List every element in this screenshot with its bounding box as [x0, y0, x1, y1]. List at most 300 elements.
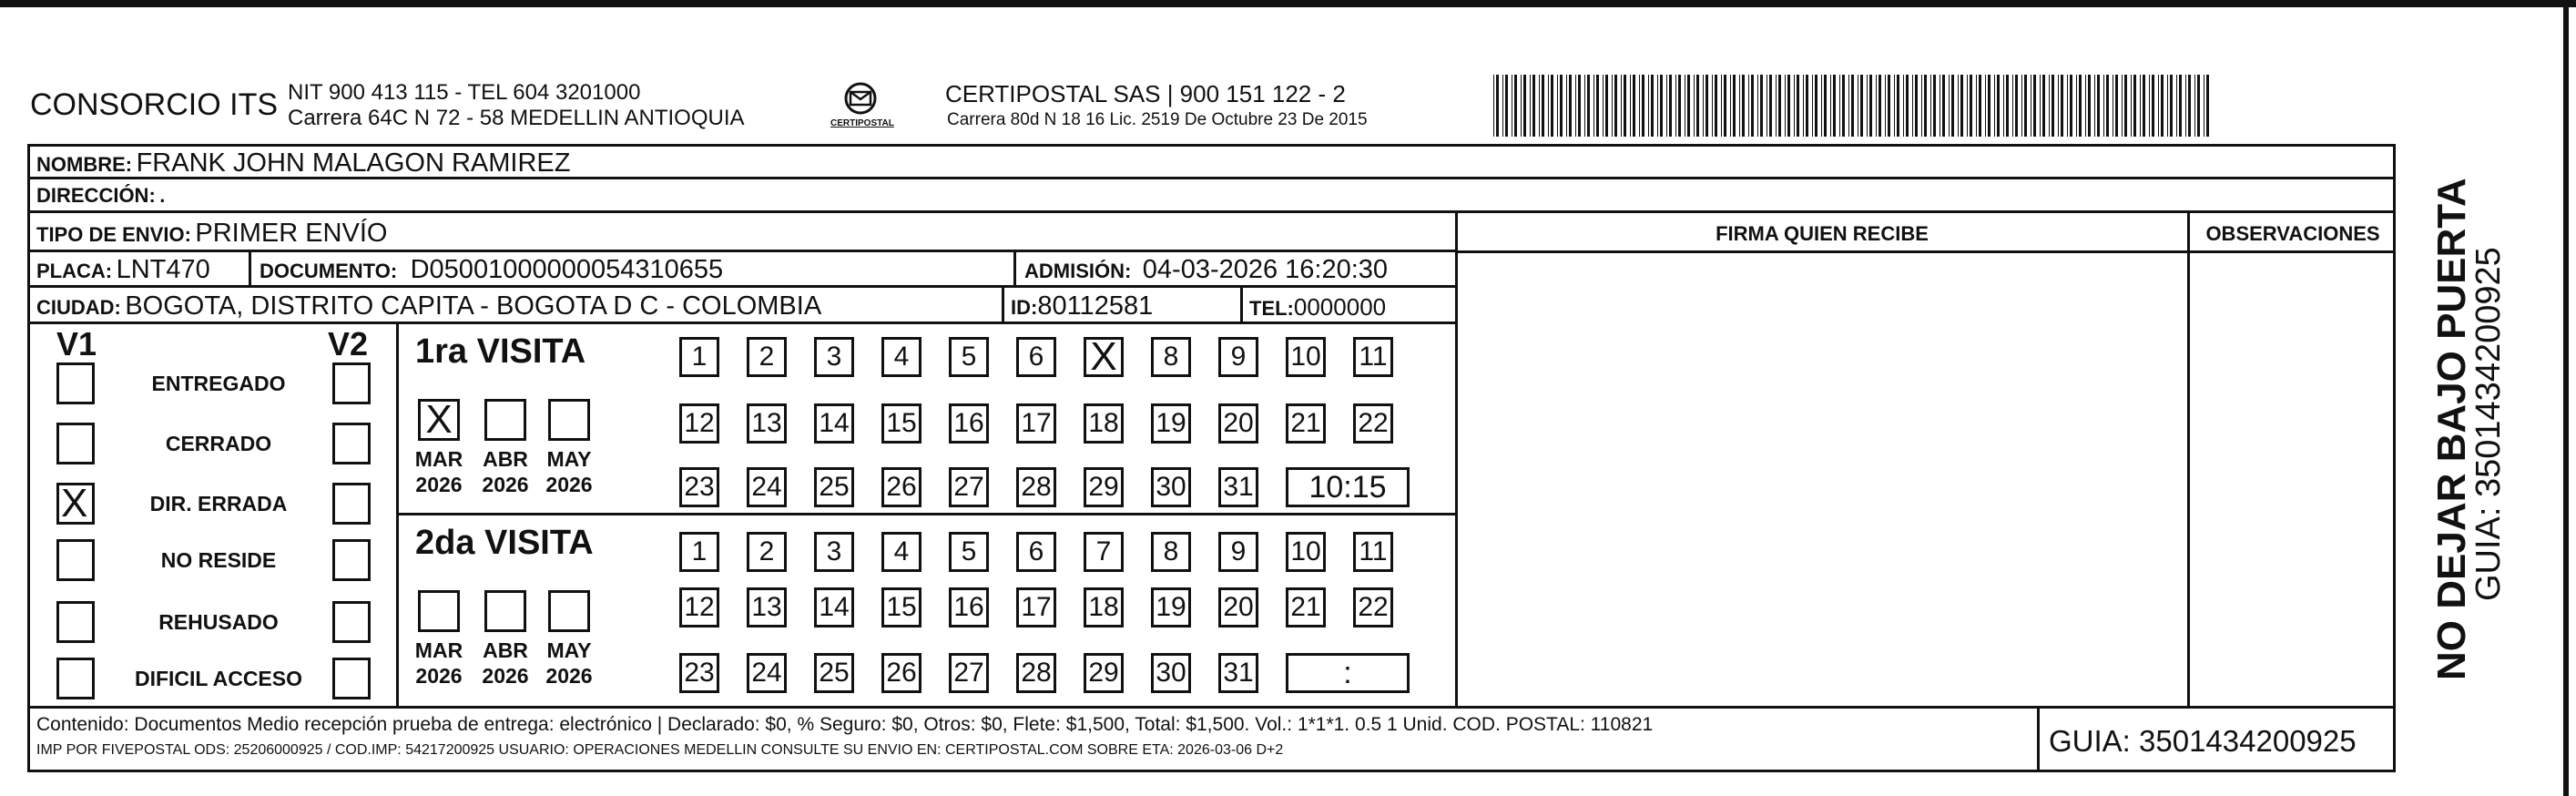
barcode-bar: [1967, 75, 1968, 137]
barcode-bar: [1566, 75, 1567, 137]
barcode-bar: [1958, 75, 1959, 137]
col-line: [1455, 210, 1458, 707]
tipo-label: TIPO DE ENVIO:: [36, 223, 191, 246]
barcode-bar: [2015, 75, 2018, 137]
barcode-bar: [1532, 75, 1535, 137]
side-warning: NO DEJAR BAJO PUERTA: [2429, 178, 2474, 680]
barcode-bar: [1593, 75, 1594, 137]
barcode-bar: [2103, 75, 2104, 137]
day-checkbox[interactable]: 4: [881, 532, 921, 572]
barcode-bar: [1921, 75, 1922, 137]
day-checkbox[interactable]: 5: [949, 532, 989, 572]
barcode-bar: [1787, 75, 1790, 137]
ciudad-value: BOGOTA, DISTRITO CAPITA - BOGOTA D C - COLOMBIA: [125, 291, 822, 321]
v2-checkbox[interactable]: [332, 483, 371, 525]
day-checkbox[interactable]: 25: [814, 467, 854, 507]
barcode-bar: [2033, 75, 2036, 137]
col-line: [2037, 706, 2040, 772]
tel-value: 0000000: [1293, 293, 1387, 321]
barcode-bar: [2076, 75, 2077, 137]
day-checkbox[interactable]: 17: [1016, 403, 1056, 444]
v2-checkbox[interactable]: [332, 601, 371, 643]
barcode-bar: [1912, 75, 1913, 137]
day-checkbox[interactable]: 30: [1151, 467, 1191, 507]
barcode-bar: [1960, 75, 1963, 137]
documento-label: DOCUMENTO:: [260, 260, 398, 282]
barcode-bar: [2152, 75, 2154, 137]
barcode-bar: [1748, 75, 1749, 137]
day-checkbox[interactable]: 13: [747, 587, 787, 628]
month-name: MAY: [546, 447, 592, 471]
barcode-bar: [1605, 75, 1608, 137]
company-nit: NIT 900 413 115 - TEL 604 3201000: [288, 80, 641, 105]
day-checkbox[interactable]: 11: [1353, 532, 1393, 572]
barcode-bar: [1839, 75, 1840, 137]
barcode-bar: [2042, 75, 2045, 137]
barcode-bar: [1851, 75, 1854, 137]
v2-checkbox[interactable]: [332, 658, 371, 699]
day-checkbox[interactable]: 11: [1353, 337, 1393, 377]
barcode-bar: [2124, 75, 2127, 137]
status-label: REHUSADO: [158, 610, 279, 634]
admision-label: ADMISIÓN:: [1024, 260, 1132, 282]
nombre-row: [36, 148, 571, 179]
barcode-bar: [2131, 75, 2132, 137]
barcode-bar: [2194, 75, 2195, 137]
barcode-bar: [1678, 75, 1681, 137]
day-checkbox[interactable]: 7: [1084, 532, 1124, 572]
barcode-bar: [1569, 75, 1572, 137]
scan-edge: [0, 0, 2576, 7]
barcode-bar: [1502, 75, 1503, 137]
day-checkbox[interactable]: 1: [679, 337, 719, 377]
v1-checkbox[interactable]: [56, 423, 95, 464]
day-checkbox[interactable]: 27: [949, 467, 989, 507]
barcode-bar: [1721, 75, 1722, 137]
day-checkbox[interactable]: 22: [1353, 403, 1393, 444]
admision-row: [1024, 255, 1388, 285]
footer-line: [27, 706, 2396, 709]
barcode-bar: [2197, 75, 2200, 137]
day-checkbox[interactable]: 24: [747, 653, 787, 693]
day-checkbox[interactable]: 24: [747, 467, 787, 507]
day-checkbox[interactable]: 31: [1218, 653, 1258, 693]
barcode-bar: [1842, 75, 1845, 137]
barcode-bar: [1575, 75, 1576, 137]
placa-label: PLACA:: [36, 260, 113, 282]
barcode-bar: [1942, 75, 1945, 137]
day-checkbox[interactable]: 14: [814, 587, 854, 628]
barcode-bar: [1994, 75, 1995, 137]
month-checkbox[interactable]: [418, 399, 460, 441]
day-checkbox[interactable]: 20: [1218, 403, 1258, 444]
barcode-bar: [1496, 75, 1499, 137]
barcode-bar: [2079, 75, 2082, 137]
status-label: DIFICIL ACCESO: [134, 667, 302, 690]
barcode-bar: [1739, 75, 1740, 137]
barcode-bar: [2024, 75, 2027, 137]
guia-box-text: GUIA: 3501434200925: [2049, 724, 2357, 758]
barcode-bar: [1614, 75, 1617, 137]
day-checkbox[interactable]: 15: [881, 587, 921, 628]
barcode-bar: [2158, 75, 2159, 137]
day-checkbox[interactable]: 15: [881, 403, 921, 444]
day-checkbox[interactable]: 14: [814, 403, 854, 444]
barcode-bar: [2052, 75, 2054, 137]
barcode-bar: [1949, 75, 1950, 137]
day-checkbox[interactable]: 8: [1151, 532, 1191, 572]
barcode-bar: [1903, 75, 1904, 137]
barcode-bar: [1557, 75, 1558, 137]
ciudad-label: CIUDAD:: [36, 296, 121, 319]
barcode-bar: [2188, 75, 2191, 137]
barcode-bar: [1694, 75, 1695, 137]
barcode-bar: [1705, 75, 1708, 137]
ciudad-row: [36, 291, 821, 321]
day-checkbox[interactable]: 17: [1016, 587, 1056, 628]
documento-value: D05001000000054310655: [410, 255, 724, 284]
barcode-bar: [2185, 75, 2186, 137]
barcode-bar: [1560, 75, 1563, 137]
v1-checkbox[interactable]: [56, 601, 95, 643]
barcode-bar: [1785, 75, 1786, 137]
barcode-bar: [2140, 75, 2141, 137]
barcode-bar: [2106, 75, 2109, 137]
barcode-bar: [2021, 75, 2022, 137]
month-year: 2026: [545, 473, 593, 496]
check-mark-icon: X: [61, 481, 88, 526]
day-checkbox[interactable]: 8: [1151, 337, 1191, 377]
barcode-bar: [1970, 75, 1972, 137]
day-checkbox[interactable]: 2: [747, 337, 787, 377]
barcode-bar: [1642, 75, 1644, 137]
barcode-bar: [1733, 75, 1736, 137]
barcode-bar: [2176, 75, 2177, 137]
barcode-bar: [1769, 75, 1772, 137]
barcode-bar: [1897, 75, 1899, 137]
barcode-bar: [1830, 75, 1831, 137]
barcode-bar: [2061, 75, 2063, 137]
month-checkbox[interactable]: [548, 590, 590, 632]
tipo-value: PRIMER ENVÍO: [195, 219, 388, 248]
barcode-bar: [2088, 75, 2091, 137]
carrier-name: CERTIPOSTAL SAS | 900 151 122 - 2: [945, 80, 1346, 107]
barcode-bar: [1888, 75, 1890, 137]
month-name: MAR: [414, 447, 463, 471]
check-mark-icon: X: [425, 397, 453, 442]
v1-label: V1: [56, 325, 97, 362]
nombre-label: NOMBRE:: [36, 153, 133, 176]
direccion-value: .: [159, 184, 166, 207]
barcode-bar: [2167, 75, 2168, 137]
barcode-bar: [2122, 75, 2123, 137]
barcode-bar: [1687, 75, 1690, 137]
day-checkbox[interactable]: 18: [1084, 587, 1124, 628]
day-checkbox[interactable]: 21: [1286, 587, 1326, 628]
barcode-bar: [1603, 75, 1604, 137]
barcode-bar: [1885, 75, 1886, 137]
month-checkbox[interactable]: [484, 590, 526, 632]
scan-edge-right: [2563, 0, 2569, 796]
barcode-bar: [1633, 75, 1635, 137]
row-line: [1457, 250, 2396, 253]
barcode-bar: [1587, 75, 1590, 137]
month-year: 2026: [415, 473, 463, 496]
barcode-bar: [1924, 75, 1927, 137]
carrier-logo: [820, 80, 901, 135]
month-checkbox[interactable]: [418, 590, 460, 632]
status-label: ENTREGADO: [151, 372, 286, 395]
barcode-bar: [1806, 75, 1808, 137]
barcode-bar: [1578, 75, 1581, 137]
second-visit-title: 2da VISITA: [415, 524, 594, 562]
col-line: [396, 321, 399, 706]
day-checkbox[interactable]: 26: [881, 467, 921, 507]
day-checkbox[interactable]: 16: [949, 587, 989, 628]
nombre-value: FRANK JOHN MALAGON RAMIREZ: [136, 148, 571, 178]
day-checkbox[interactable]: 12: [679, 403, 719, 444]
day-checkbox[interactable]: 30: [1151, 653, 1191, 693]
footer-content: Contenido: Documentos Medio recepción prueba de entrega: electrónico | Declarado: $0, % Seguro: $0, Otros: $0, Flete: $1,500, Total: $1,500. Vol.: 1*1*1. 0.5 1 Unid. COD. POSTAL: 110821: [36, 714, 1654, 735]
barcode-bar: [1951, 75, 1954, 137]
barcode-bar: [1776, 75, 1777, 137]
v2-checkbox[interactable]: [332, 362, 371, 404]
col-line: [1240, 285, 1243, 321]
v2-checkbox[interactable]: [332, 539, 371, 581]
row-line: [27, 250, 1457, 252]
day-checkbox[interactable]: 23: [679, 467, 719, 507]
barcode-bar: [1660, 75, 1663, 137]
visit-separator: [396, 513, 1457, 515]
barcode-bar: [2094, 75, 2095, 137]
status-label: CERRADO: [165, 432, 272, 455]
barcode-bar: [2206, 75, 2209, 137]
barcode-bar: [2161, 75, 2164, 137]
barcode-bar: [1757, 75, 1758, 137]
barcode-bar: [1669, 75, 1672, 137]
v1-checkbox[interactable]: [56, 362, 95, 404]
barcode-bar: [1976, 75, 1977, 137]
day-checkbox[interactable]: 27: [949, 653, 989, 693]
col-line: [249, 250, 251, 285]
id-row: [1011, 291, 1153, 321]
day-checkbox[interactable]: [1084, 334, 1124, 379]
barcode-bar: [1657, 75, 1658, 137]
barcode-bar: [1584, 75, 1585, 137]
day-checkbox[interactable]: 28: [1016, 467, 1056, 507]
barcode-bar: [1696, 75, 1699, 137]
day-checkbox[interactable]: 12: [679, 587, 719, 628]
day-checkbox[interactable]: 26: [881, 653, 921, 693]
day-checkbox[interactable]: 10: [1286, 532, 1326, 572]
day-checkbox[interactable]: 9: [1218, 337, 1258, 377]
barcode-bar: [1514, 75, 1517, 137]
barcode-icon: [1493, 75, 2222, 137]
time-field[interactable]: 10:15: [1286, 467, 1410, 507]
id-value: 80112581: [1037, 291, 1154, 321]
barcode-bar: [2003, 75, 2004, 137]
barcode-bar: [1751, 75, 1754, 137]
barcode-bar: [1760, 75, 1763, 137]
month-checkbox[interactable]: [548, 399, 590, 441]
barcode-bar: [2170, 75, 2173, 137]
barcode-bar: [2040, 75, 2041, 137]
direccion-row: [36, 184, 165, 208]
barcode-bar: [2143, 75, 2145, 137]
day-checkbox[interactable]: 20: [1218, 587, 1258, 628]
day-checkbox[interactable]: 29: [1084, 653, 1124, 693]
col-line: [1002, 285, 1004, 321]
barcode-bar: [1730, 75, 1731, 137]
barcode-bar: [2085, 75, 2086, 137]
month-year: 2026: [415, 664, 463, 688]
day-checkbox[interactable]: 29: [1084, 467, 1124, 507]
barcode-bar: [1523, 75, 1526, 137]
barcode-bar: [2149, 75, 2150, 137]
month-year: 2026: [482, 664, 529, 688]
day-checkbox[interactable]: 19: [1151, 403, 1191, 444]
first-visit-title: 1ra VISITA: [415, 332, 586, 371]
barcode-bar: [1867, 75, 1868, 137]
v2-label: V2: [328, 325, 369, 362]
day-checkbox[interactable]: 3: [814, 532, 854, 572]
barcode-bar: [1997, 75, 2000, 137]
month-checkbox[interactable]: [484, 399, 526, 441]
day-checkbox[interactable]: 23: [679, 653, 719, 693]
barcode-bar: [1715, 75, 1717, 137]
side-guia: GUIA: 3501434200925: [2469, 247, 2508, 601]
barcode-bar: [1906, 75, 1909, 137]
day-checkbox[interactable]: 5: [949, 337, 989, 377]
col-line: [2187, 210, 2190, 707]
col-line: [1013, 250, 1016, 285]
barcode-bar: [1712, 75, 1713, 137]
barcode-bar: [1621, 75, 1622, 137]
footer-print-info: IMP POR FIVEPOSTAL ODS: 25206000925 / COD.IMP: 54217200925 USUARIO: OPERACIONES MEDELLIN CONSULTE SU ENVIO EN: CERTIPOSTAL.COM SOBRE ETA: 2026-03-06 D+2: [36, 742, 1284, 758]
firma-label: FIRMA QUIEN RECIBE: [1716, 222, 1929, 245]
barcode-bar: [1988, 75, 1991, 137]
day-checkbox[interactable]: 18: [1084, 403, 1124, 444]
status-label: NO RESIDE: [160, 548, 277, 572]
barcode-bar: [2006, 75, 2009, 137]
placa-value: LNT470: [116, 255, 210, 284]
barcode-bar: [1630, 75, 1631, 137]
barcode-bar: [1530, 75, 1531, 137]
status-label: DIR. ERRADA: [149, 492, 288, 515]
barcode-bar: [1833, 75, 1836, 137]
logo-text: CERTIPOSTAL: [830, 118, 894, 128]
day-checkbox[interactable]: 3: [814, 337, 854, 377]
day-checkbox[interactable]: 6: [1016, 337, 1056, 377]
barcode-bar: [1778, 75, 1781, 137]
month-name: ABR: [483, 638, 528, 662]
barcode-bar: [1703, 75, 1704, 137]
barcode-bar: [2115, 75, 2118, 137]
barcode-bar: [2058, 75, 2059, 137]
barcode-bar: [1869, 75, 1872, 137]
tel-row: [1249, 293, 1386, 321]
month-name: MAR: [414, 638, 463, 662]
v2-checkbox[interactable]: [332, 423, 371, 464]
carrier-address: Carrera 80d N 18 16 Lic. 2519 De Octubre 23 De 2015: [947, 110, 1368, 129]
day-checkbox[interactable]: 9: [1218, 532, 1258, 572]
barcode-bar: [2012, 75, 2013, 137]
barcode-bar: [1505, 75, 1508, 137]
barcode-bar: [1876, 75, 1877, 137]
barcode-bar: [1915, 75, 1918, 137]
day-checkbox[interactable]: 31: [1218, 467, 1258, 507]
barcode-bar: [1596, 75, 1599, 137]
day-checkbox[interactable]: 25: [814, 653, 854, 693]
barcode-bar: [2133, 75, 2136, 137]
observaciones-label: OBSERVACIONES: [2205, 222, 2380, 245]
day-checkbox[interactable]: 4: [881, 337, 921, 377]
day-checkbox[interactable]: 22: [1353, 587, 1393, 628]
documento-row: [260, 255, 723, 285]
barcode-bar: [1821, 75, 1822, 137]
barcode-bar: [1860, 75, 1863, 137]
company-address: Carrera 64C N 72 - 58 MEDELLIN ANTIOQUIA: [288, 106, 745, 130]
day-checkbox[interactable]: 16: [949, 403, 989, 444]
barcode-bar: [1985, 75, 1986, 137]
barcode-bar: [1803, 75, 1804, 137]
barcode-bar: [1979, 75, 1981, 137]
barcode-bar: [1794, 75, 1795, 137]
v1-checkbox[interactable]: [56, 658, 95, 699]
barcode-bar: [1815, 75, 1817, 137]
day-checkbox[interactable]: 21: [1286, 403, 1326, 444]
barcode-bar: [2067, 75, 2068, 137]
barcode-bar: [1493, 75, 1494, 137]
company-name: CONSORCIO ITS: [30, 87, 279, 122]
barcode-bar: [1675, 75, 1676, 137]
barcode-bar: [1930, 75, 1931, 137]
barcode-bar: [1894, 75, 1895, 137]
admision-value: 04-03-2026 16:20:30: [1142, 255, 1389, 284]
tel-label: TEL:: [1249, 297, 1294, 320]
barcode-bar: [1639, 75, 1640, 137]
barcode-bar: [1812, 75, 1813, 137]
direccion-label: DIRECCIÓN:: [36, 184, 156, 207]
id-label: ID:: [1011, 296, 1038, 319]
barcode-bar: [1651, 75, 1654, 137]
barcode-bar: [1797, 75, 1799, 137]
barcode-bar: [1551, 75, 1553, 137]
check-mark-icon: X: [1090, 334, 1117, 379]
barcode-bar: [2070, 75, 2072, 137]
barcode-bar: [2049, 75, 2050, 137]
barcode-bar: [1548, 75, 1549, 137]
barcode-bar: [1666, 75, 1667, 137]
month-year: 2026: [545, 664, 593, 688]
day-checkbox[interactable]: 19: [1151, 587, 1191, 628]
day-checkbox[interactable]: 2: [747, 532, 787, 572]
time-field[interactable]: :: [1286, 653, 1410, 693]
v1-checkbox[interactable]: [56, 539, 95, 581]
v1-checkbox[interactable]: [56, 483, 95, 525]
day-checkbox[interactable]: 13: [747, 403, 787, 444]
day-checkbox[interactable]: 28: [1016, 653, 1056, 693]
placa-row: [36, 255, 210, 285]
barcode-bar: [1724, 75, 1726, 137]
day-checkbox[interactable]: 6: [1016, 532, 1056, 572]
month-name: ABR: [483, 447, 528, 471]
barcode-bar: [1542, 75, 1544, 137]
day-checkbox[interactable]: 10: [1286, 337, 1326, 377]
barcode-bar: [2097, 75, 2100, 137]
day-checkbox[interactable]: 1: [679, 532, 719, 572]
barcode-bar: [1879, 75, 1881, 137]
